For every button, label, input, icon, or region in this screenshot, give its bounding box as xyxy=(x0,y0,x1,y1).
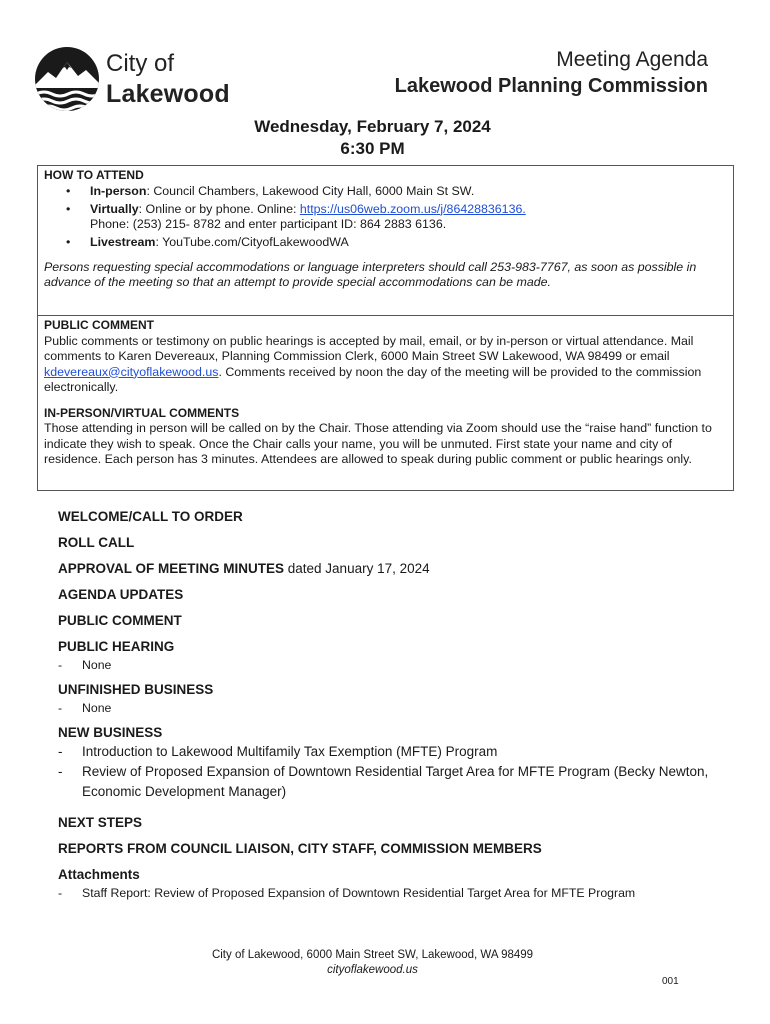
public-comment-text xyxy=(44,334,727,396)
public-comment-text-before: Public comments or testimony on public hearings is accepted by mail, email, or by in-person or virtual attendance. Mail comments to Karen Devereaux, Planning Commission Clerk, 6000 Main Street SW Lakewood, WA 98499 or email xyxy=(44,333,694,363)
meeting-time: 6:30 PM xyxy=(340,139,405,158)
inperson-virtual-text: Those attending in person will be called on by the Chair. Those attending via Zoom should use the “raise hand” function to indicate they wish to speak. Once the Chair calls your name, you will be unmuted. First state your name and city of residence. Each person has 3 minutes. Attendees are allowed to speak during public comment or public hearings only. xyxy=(44,421,712,466)
list-item xyxy=(90,184,727,200)
unfinished-business-none: - None xyxy=(58,699,718,717)
in-person-label: In-person xyxy=(90,183,147,198)
public-comment-title: PUBLIC COMMENT xyxy=(44,318,154,332)
virtual-label: Virtually xyxy=(90,201,139,216)
footer-address: City of Lakewood, 6000 Main Street SW, Lakewood, WA 98499 xyxy=(211,949,534,961)
committee-name: Lakewood Planning Commission xyxy=(394,75,708,97)
agenda-unfinished-business: UNFINISHED BUSINESS xyxy=(58,682,214,697)
attend-list xyxy=(44,184,727,251)
logo-text-line2: Lakewood xyxy=(106,80,230,108)
virtual-text: : Online or by phone. Online: xyxy=(138,201,300,216)
logo-text-line1: City of xyxy=(106,50,175,77)
approval-label: APPROVAL OF MEETING MINUTES xyxy=(58,561,285,576)
clerk-email-link[interactable]: kdevereaux@cityoflakewood.us xyxy=(44,364,219,379)
agenda-list xyxy=(58,508,718,902)
list-item xyxy=(90,217,727,233)
agenda-next-steps: NEXT STEPS xyxy=(58,815,143,830)
agenda-public-hearing: PUBLIC HEARING xyxy=(58,639,175,654)
agenda-new-business: NEW BUSINESS xyxy=(58,725,163,740)
public-comment-box xyxy=(37,315,734,491)
meeting-date: Wednesday, February 7, 2024 xyxy=(254,117,491,136)
agenda-roll-call: ROLL CALL xyxy=(58,535,135,550)
page-number: 001 xyxy=(662,976,679,987)
zoom-link[interactable]: https://us06web.zoom.us/j/86428836136. xyxy=(299,201,526,216)
agenda-approval xyxy=(58,560,718,578)
document-header xyxy=(395,48,708,98)
agenda-updates: AGENDA UPDATES xyxy=(58,587,184,602)
city-logo xyxy=(34,44,244,116)
meeting-datetime xyxy=(0,116,745,160)
new-business-item: - Introduction to Lakewood Multifamily Tax Exemption (MFTE) Program xyxy=(58,742,718,762)
page-footer xyxy=(0,948,745,978)
livestream-text: : YouTube.com/CityofLakewoodWA xyxy=(155,235,349,249)
doc-type: Meeting Agenda xyxy=(556,48,708,71)
footer-website: cityoflakewood.us xyxy=(327,964,418,976)
public-comment-text-after: . Comments received by noon the day of the meeting will be provided to the commission electronically. xyxy=(44,364,702,394)
approval-date: dated January 17, 2024 xyxy=(284,561,430,576)
mountain-water-logo-icon xyxy=(34,44,100,114)
public-hearing-none: - None xyxy=(58,656,718,674)
agenda-welcome: WELCOME/CALL TO ORDER xyxy=(58,509,243,524)
agenda-reports: REPORTS FROM COUNCIL LIAISON, CITY STAFF, COMMISSION MEMBERS xyxy=(58,841,542,856)
agenda-public-comment: PUBLIC COMMENT xyxy=(58,613,182,628)
list-item xyxy=(90,202,727,218)
list-item xyxy=(90,235,727,251)
phone-text: Phone: (253) 215- 8782 and enter participant ID: 864 2883 6136. xyxy=(90,217,447,231)
how-to-attend-box xyxy=(37,165,734,316)
accommodations-note: Persons requesting special accommodations or language interpreters should call 253-983-7767, as soon as possible in advance of the meeting so that an attempt to provide special accommodations can be made. xyxy=(44,259,697,289)
attachments-title: Attachments xyxy=(58,867,140,882)
livestream-label: Livestream xyxy=(90,235,156,249)
attachment-item: - Staff Report: Review of Proposed Expansion of Downtown Residential Target Area for MFTE Program xyxy=(58,884,682,902)
inperson-virtual-title: IN-PERSON/VIRTUAL COMMENTS xyxy=(44,405,240,420)
in-person-text: : Council Chambers, Lakewood City Hall, 6000 Main St SW. xyxy=(146,183,475,198)
how-to-attend-title: HOW TO ATTEND xyxy=(44,168,144,182)
new-business-item: - Review of Proposed Expansion of Downtown Residential Target Area for MFTE Program (Becky Newton, Economic Development Manager) xyxy=(58,762,718,802)
